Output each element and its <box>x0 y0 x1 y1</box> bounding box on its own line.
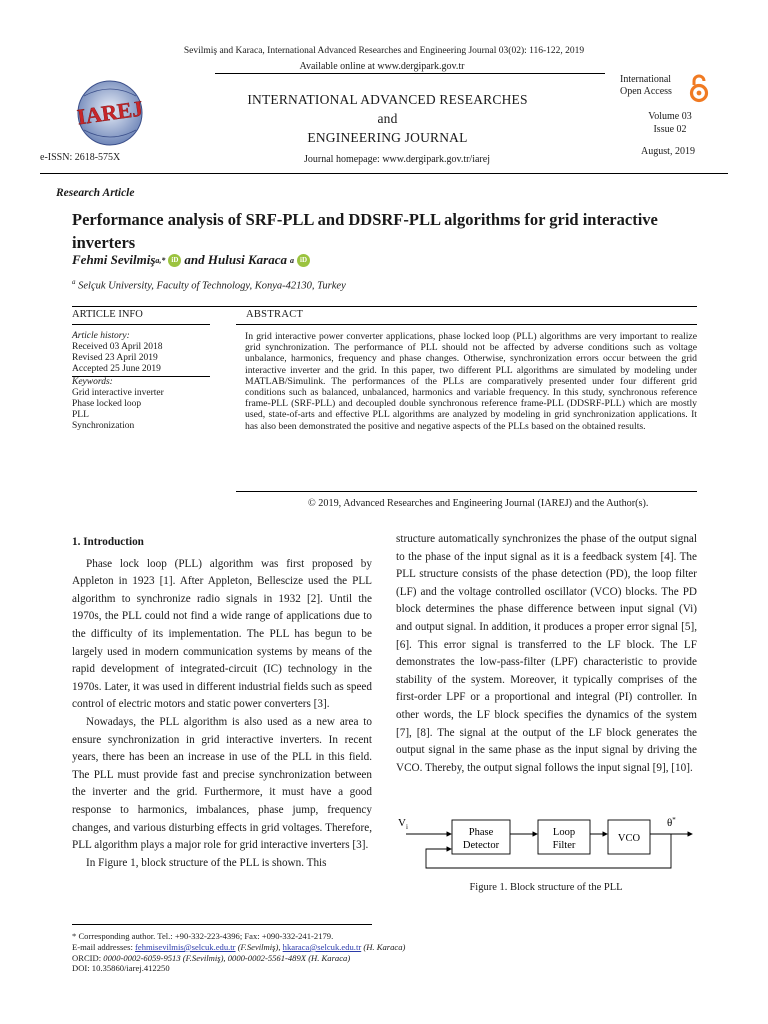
keyword-item: PLL <box>72 410 89 420</box>
email-2-owner: (H. Karaca) <box>363 941 406 952</box>
issue: Issue 02 <box>653 123 687 135</box>
phase-detector-label-1: Phase <box>468 827 494 838</box>
affiliation-country: Turkey <box>317 280 346 292</box>
journal-homepage: Journal homepage: www.dergipark.gov.tr/iarej <box>304 154 490 165</box>
issn: e-ISSN: 2618-575X <box>40 152 121 163</box>
copyright: © 2019, Advanced Researches and Engineering Journal (IAREJ) and the Author(s). <box>308 498 649 509</box>
info-rule <box>72 324 210 325</box>
journal-name-line1: INTERNATIONAL ADVANCED RESEARCHES <box>247 92 528 107</box>
keywords-label: Keywords: <box>72 377 113 387</box>
author-and: and Hulusi Karaca <box>184 252 288 267</box>
keyword-item: Phase locked loop <box>72 399 142 409</box>
available-online: Available online at www.dergipark.gov.tr <box>299 61 465 72</box>
open-access-line2: Open Access <box>620 86 672 97</box>
received-date: Received 03 April 2018 <box>72 342 163 352</box>
keyword-item: Grid interactive inverter <box>72 388 164 398</box>
journal-name <box>215 90 560 147</box>
accepted-date: Accepted 25 June 2019 <box>72 364 161 374</box>
keyword-item: Synchronization <box>72 421 135 431</box>
issue-date: August, 2019 <box>641 146 695 157</box>
open-access-line1: International <box>620 74 672 85</box>
affiliation <box>72 278 346 292</box>
journal-name-line2: and <box>377 111 398 126</box>
article-history <box>72 331 212 375</box>
author-2-sup: a <box>290 255 295 265</box>
body-column-left <box>72 534 372 872</box>
orcid-label: ORCID: <box>72 952 102 963</box>
running-head: Sevilmiş and Karaca, International Advanced Researches and Engineering Journal 03(02): 116-122, 2019 <box>183 46 585 56</box>
volume: Volume 03 <box>648 111 692 122</box>
open-access-icon <box>688 73 710 103</box>
paragraph: structure automatically synchronizes the phase of the output signal to the phase of the input signal as it is a feedback system [4]. The PLL structure consists of the phase detection (PD), the loop filter (LF) and the voltage controlled oscillator (VCO) blocks. The PD block determines the phase difference between input signal (Vi) and output signal. In addition, it produces a proper error signal [5], [6]. This error signal is transferred to the LF block. The LF demonstrates the low-pass-filter (LPF) characteristic to provide stability of the system. Moreover, it typically comprises of the first-order LPF or a proportional and integral (PI) controller. In other words, the LF block specifies the dynamics of the system [7], [8]. The signal at the output of the LF block generates the output signal in the same phase as the input signal by driving the VCO. Thereby, the output signal follows the input signal [9], [10]. <box>396 533 697 774</box>
footnotes <box>72 931 512 974</box>
doi[interactable]: DOI: 10.35860/iarej.412250 <box>72 963 170 974</box>
body-column-right <box>396 531 697 777</box>
output-label-theta: θ <box>667 817 673 829</box>
abstract-rule <box>236 324 697 325</box>
logo-text: IAREJ <box>75 95 145 130</box>
abstract-text: In grid interactive power converter applications, phase locked loop (PLL) algorithms are very important to realize grid synchronization. The performance of PLL should not be affected by adverse conditions such as voltage unbalance, harmonics, frequency and phase changes. Otherwise, synchronization errors occur between the grid interactive inverter and the grid. In this paper, two different PLL algorithms are simulated by modeling under MATLAB/Simulink. The performances of the PLLs are comparatively presented under four different grid conditions such as balanced, unbalanced, harmonics and variable frequency. In this study, synchronous reference frame-PLL (SRF-PLL) and decoupled double synchronous reference frame-PLL (DDSRF-PLL) which are mostly used, state-of-arts and effective PLL algorithms are analyzed by modeling in grid synchronization applications. It has also been demonstrated the positive and negative aspects of the PLLs based on the obtained results. <box>245 331 697 432</box>
history-label: Article history: <box>72 331 130 341</box>
paragraph: Nowadays, the PLL algorithm is also used as a new area to ensure synchronization in grid interactive inverters. In recent years, there has been an increase in use of the PLL in this field. The PLL must provide fast and precise synchronization between the inverter and the grid. Furthermore, it must have a good response to harmonics, imbalances, phase jump, frequency changes, and various disturbing effects in grid voltages. Therefore, PLL algorithm plays a major role for grid interactive inverters [3]. <box>72 715 372 852</box>
input-label-sub: i <box>405 823 408 831</box>
author-1-sup: a,* <box>155 255 166 265</box>
vco-label: VCO <box>617 833 641 844</box>
orcid-line <box>72 953 512 964</box>
paragraph: In Figure 1, block structure of the PLL is shown. This <box>86 856 327 869</box>
header-rule-bottom <box>40 173 728 174</box>
output-label-sup: * <box>672 816 676 824</box>
phase-detector-label-2: Detector <box>462 840 500 851</box>
email-label: E-mail addresses: <box>72 941 133 952</box>
authors <box>72 252 313 268</box>
orcid-owner: (H. Karaca) <box>308 952 351 963</box>
journal-name-line3: ENGINEERING JOURNAL <box>307 130 468 145</box>
email-link-1[interactable]: fehmisevilmis@selcuk.edu.tr <box>135 941 236 952</box>
email-link-2[interactable]: hkaraca@selcuk.edu.tr <box>282 941 362 952</box>
paragraph: Phase lock loop (PLL) algorithm was first proposed by Appleton in 1923 [1]. After Appleton, Bellescize used the PLL algorithm to synchronize radio signals in 1932 [2]. Until the 1970s, the PLL could not find a wide range of applications due to the difficulty of its implementation. The PLL has begun to be largely used in modern communication systems by means of the rapid development of integrated-circuit (IC) technology in the 1970s. Later, it was used in different industrial fields such as speed control of electric motors and static power converters [3]. <box>72 557 372 711</box>
abstract-heading: ABSTRACT <box>246 309 304 320</box>
section-heading: 1. Introduction <box>72 536 144 548</box>
figure-caption: Figure 1. Block structure of the PLL <box>469 882 623 893</box>
volume-issue <box>640 111 700 136</box>
article-info-heading: ARTICLE INFO <box>72 309 143 320</box>
info-rule-top <box>72 306 697 307</box>
output-label <box>667 816 676 829</box>
revised-date: Revised 23 April 2019 <box>72 353 158 363</box>
input-label-v: V <box>398 817 406 829</box>
loop-filter-label-2: Filter <box>552 840 576 851</box>
pll-block-diagram <box>396 812 696 876</box>
orcid-icon[interactable]: iD <box>297 254 310 267</box>
orcid-icon[interactable]: iD <box>168 254 181 267</box>
orcid-values: 0000-0002-6059-9513 (F.Sevilmiş), 0000-0002-5561-489X <box>103 952 307 963</box>
input-label <box>398 817 408 831</box>
affiliation-sup: a <box>72 278 76 286</box>
iarej-logo <box>64 78 156 148</box>
header-rule-top <box>215 73 605 74</box>
affiliation-text: Selçuk University, Faculty of Technology, Konya-42130, <box>78 280 315 292</box>
loop-filter-label-1: Loop <box>552 827 576 838</box>
corresponding-author: * Corresponding author. Tel.: +90-332-223-4396; Fax: +090-332-241-2179. <box>72 931 334 941</box>
footnote-rule <box>72 924 372 925</box>
article-title: Performance analysis of SRF-PLL and DDSRF-PLL algorithms for grid interactive inverters <box>72 210 658 252</box>
abstract-bottom-rule <box>236 491 697 492</box>
article-type: Research Article <box>56 187 135 199</box>
keywords <box>72 377 212 432</box>
author-1: Fehmi Sevilmiş <box>72 252 156 267</box>
email-line <box>72 942 512 953</box>
email-1-owner: (F.Sevilmiş), <box>237 941 281 952</box>
